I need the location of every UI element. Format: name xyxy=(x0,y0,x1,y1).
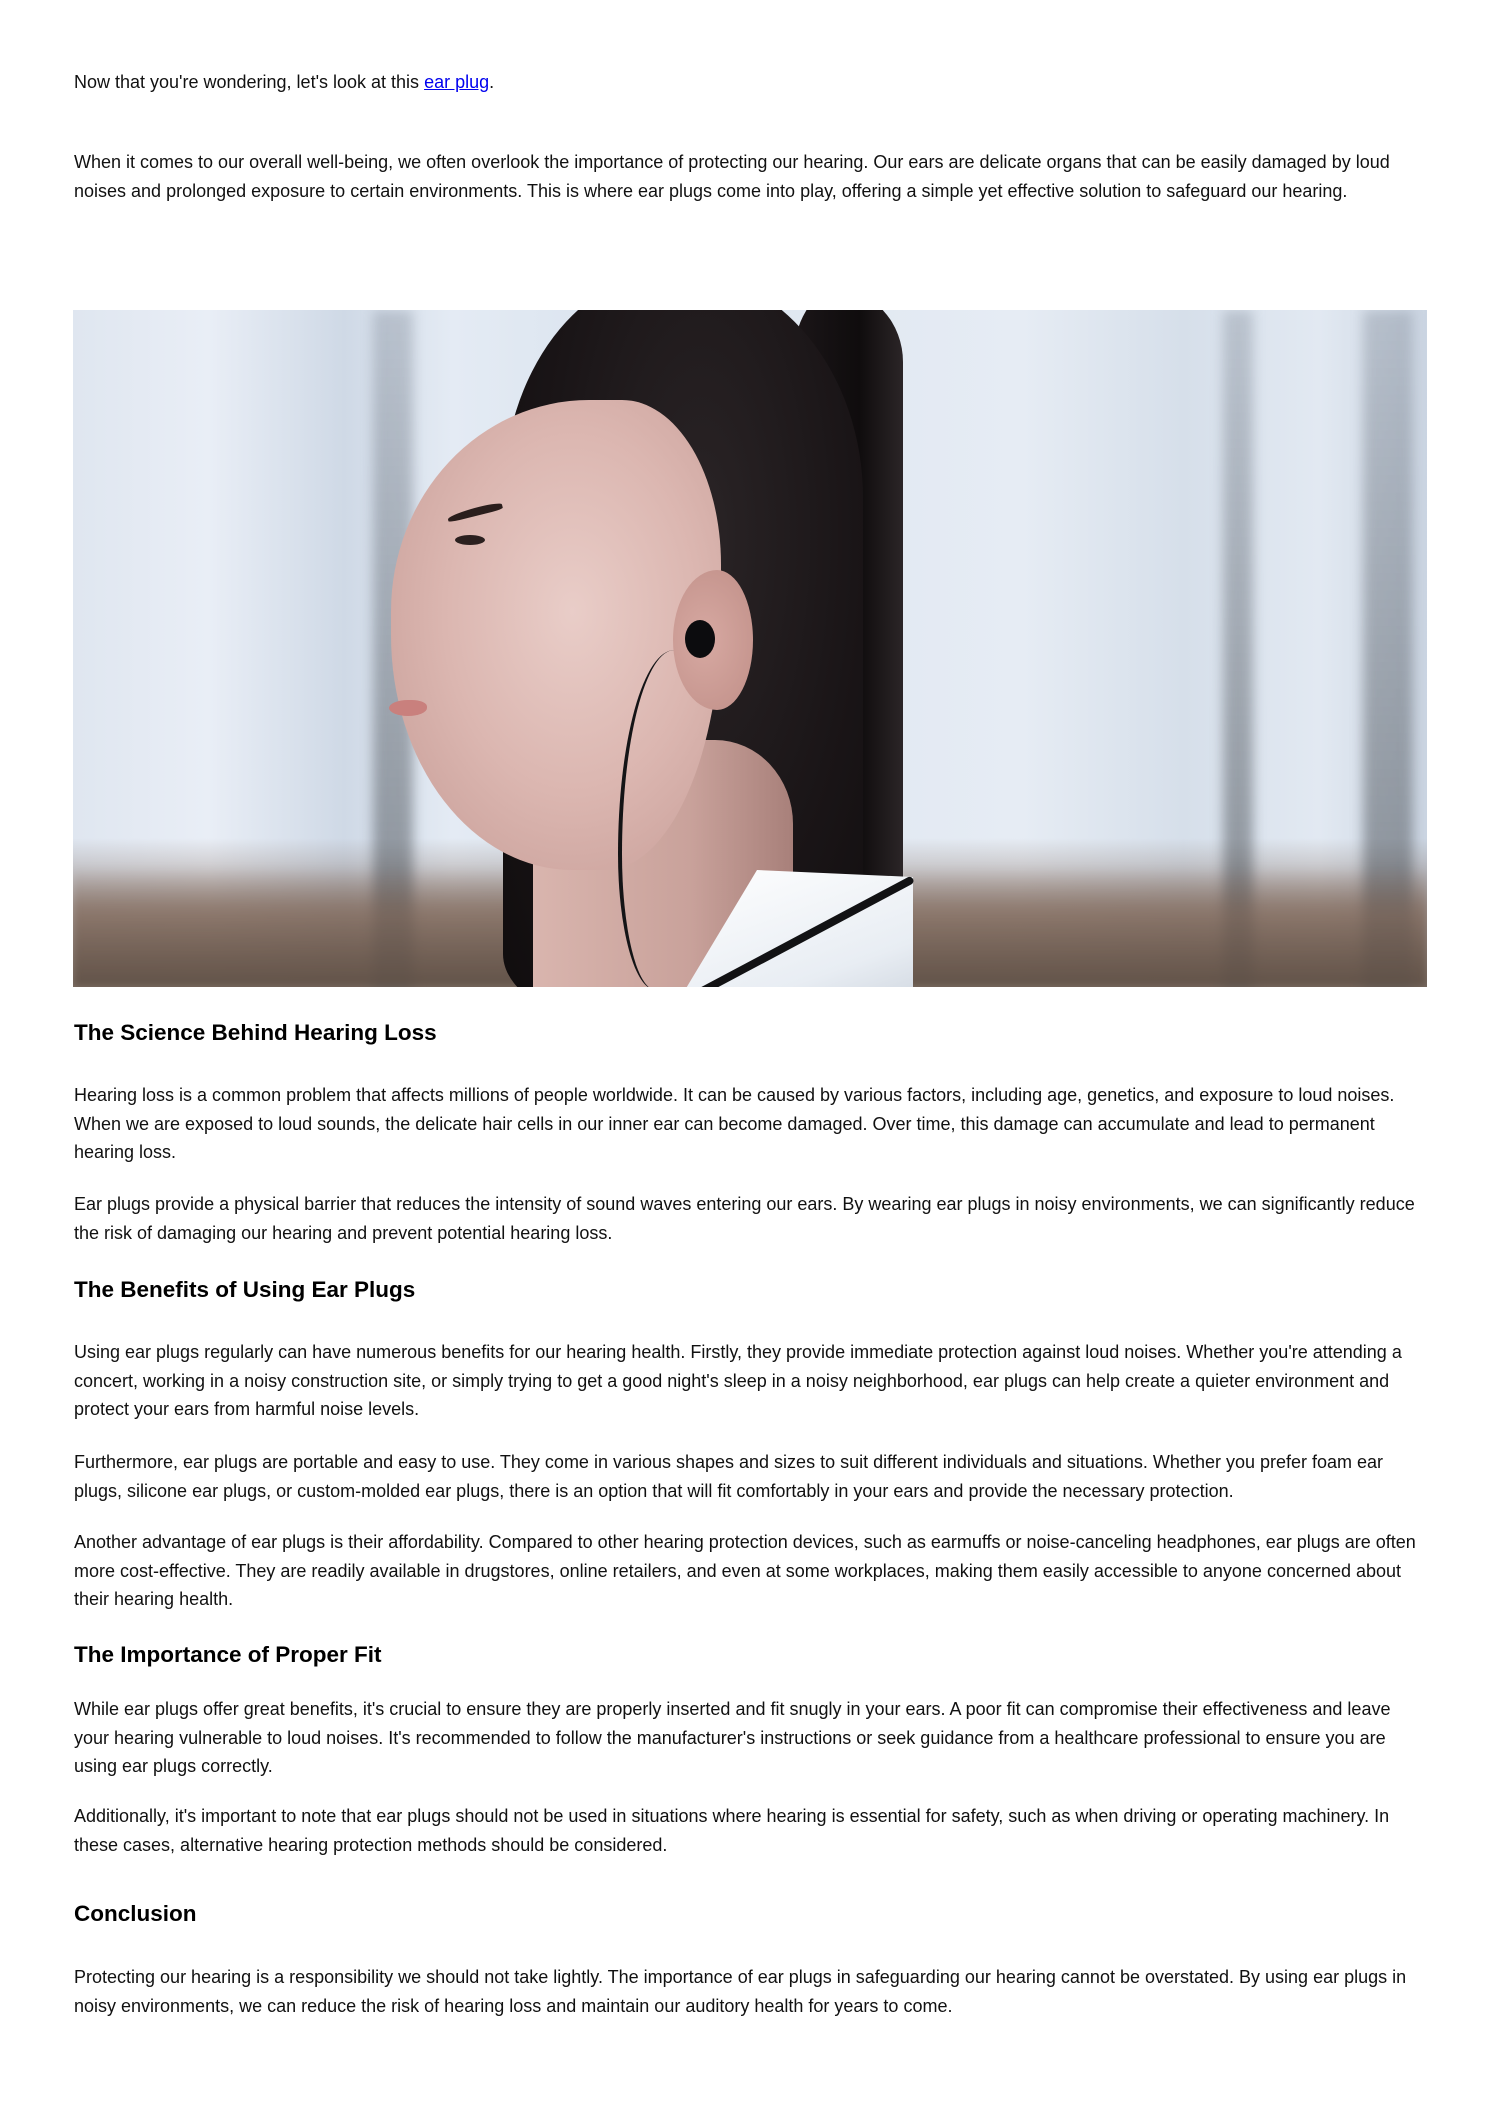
section-paragraph: Another advantage of ear plugs is their affordability. Compared to other hearing protection devices, such as earmuffs or noise-canceling headphones, ear plugs are often more cost-effective. They are readily available in drugstores, online retailers, and even at some workplaces, making them easily accessible to anyone concerned about their hearing health. xyxy=(74,1532,1416,1609)
lips xyxy=(389,700,427,716)
intro-punctuation: . xyxy=(489,72,495,92)
hero-image xyxy=(73,310,1427,987)
intro-text: Now that you're wondering, let's look at this xyxy=(74,72,425,92)
intro-line xyxy=(74,68,1428,97)
section-paragraph: Hearing loss is a common problem that affects millions of people worldwide. It can be caused by various factors, including age, genetics, and exposure to loud noises. When we are exposed to loud sounds, the delicate hair cells in our inner ear can become damaged. Over time, this damage can accumulate and lead to permanent hearing loss. xyxy=(74,1085,1395,1162)
lead-paragraph: When it comes to our overall well-being, we often overlook the importance of protecting our hearing. Our ears are delicate organs that can be easily damaged by loud noises and prolonged exposure to certain environments. This is where ear plugs come into play, offering a simple yet effective solution to safeguard our hearing. xyxy=(74,152,1390,201)
section-paragraph: While ear plugs offer great benefits, it's crucial to ensure they are properly inserted and fit snugly in your ears. A poor fit can compromise their effectiveness and leave your hearing vulnerable to loud noises. It's recommended to follow the manufacturer's instructions or seek guidance from a healthcare professional to ensure you are using ear plugs correctly. xyxy=(74,1699,1391,1776)
section-paragraph: Using ear plugs regularly can have numerous benefits for our hearing health. Firstly, they provide immediate protection against loud noises. Whether you're attending a concert, working in a noisy construction site, or simply trying to get a good night's sleep in a noisy neighborhood, ear plugs can help create a quieter environment and protect your ears from harmful noise levels. xyxy=(74,1342,1402,1419)
eye xyxy=(455,535,485,545)
section-heading-benefits: The Benefits of Using Ear Plugs xyxy=(74,1277,416,1302)
section-heading-science: The Science Behind Hearing Loss xyxy=(74,1020,437,1045)
section-paragraph: Furthermore, ear plugs are portable and easy to use. They come in various shapes and sizes to suit different individuals and situations. Whether you prefer foam ear plugs, silicone ear plugs, or custom-molded ear plugs, there is an option that will fit comfortably in your ears and provide the necessary protection. xyxy=(74,1452,1384,1501)
section-paragraph: Additionally, it's important to note that ear plugs should not be used in situations where hearing is essential for safety, such as when driving or operating machinery. In these cases, alternative hearing protection methods should be considered. xyxy=(74,1806,1390,1855)
section-heading-proper-fit: The Importance of Proper Fit xyxy=(74,1642,382,1667)
section-paragraph: Ear plugs provide a physical barrier that reduces the intensity of sound waves entering our ears. By wearing ear plugs in noisy environments, we can significantly reduce the risk of damaging our hearing and prevent potential hearing loss. xyxy=(74,1194,1415,1243)
ear-plug-link[interactable]: ear plug xyxy=(424,72,490,92)
section-paragraph: Protecting our hearing is a responsibility we should not take lightly. The importance of ear plugs in safeguarding our hearing cannot be overstated. By using ear plugs in noisy environments, we can reduce the risk of hearing loss and maintain our auditory health for years to come. xyxy=(74,1967,1407,2016)
section-heading-conclusion: Conclusion xyxy=(74,1901,197,1926)
